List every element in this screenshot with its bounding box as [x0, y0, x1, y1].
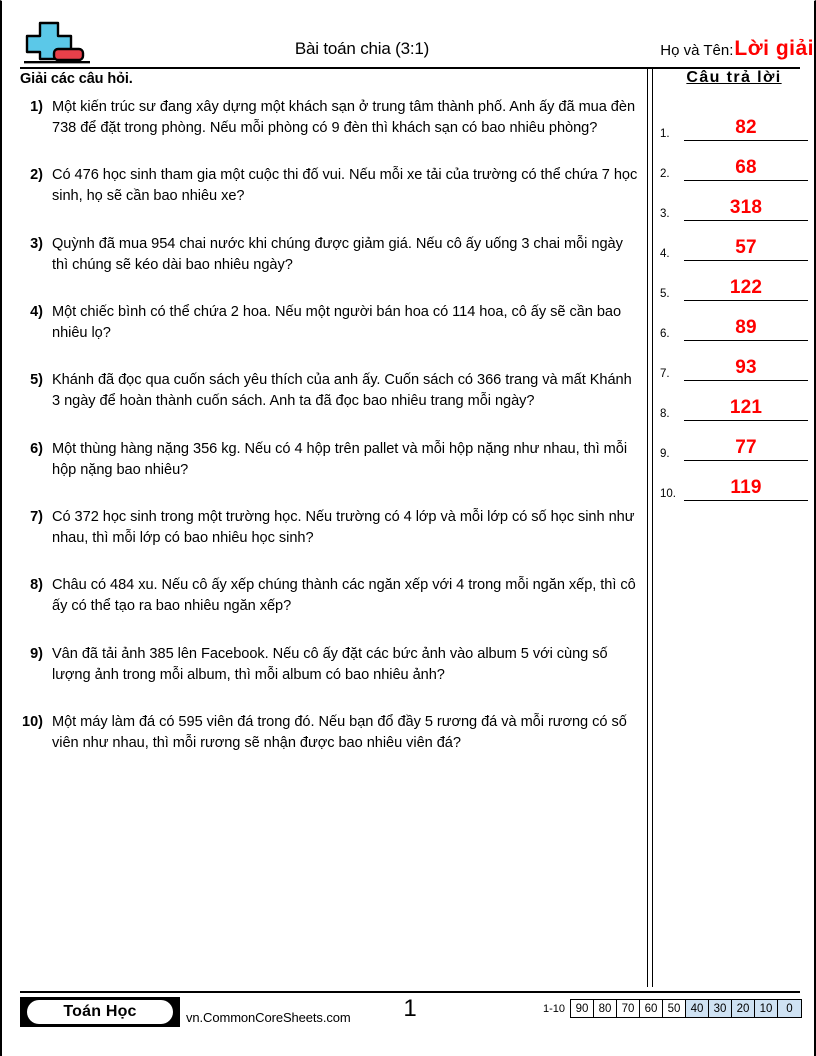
- answer-number: 8.: [660, 408, 670, 420]
- question-number: 8): [30, 577, 43, 594]
- page-number: 1: [403, 995, 417, 1022]
- answer-value: 318: [729, 197, 763, 218]
- answer-number: 4.: [660, 248, 670, 260]
- question-number: 7): [30, 508, 43, 525]
- answer-row: [660, 421, 808, 461]
- question-number: 9): [30, 645, 43, 662]
- question-number: 10): [22, 713, 43, 730]
- answer-row: [660, 461, 808, 501]
- question-text: Quỳnh đã mua 954 chai nước khi chúng được giảm giá. Nếu cô ấy uống 3 chai mỗi ngày thì chúng sẽ kéo dài bao nhiêu ngày?: [52, 235, 623, 273]
- name-value: Lời giải: [734, 37, 814, 60]
- question-item: [20, 97, 640, 139]
- question-text: Có 372 học sinh trong một trường học. Nếu trường có 4 lớp và mỗi lớp có số học sinh như nhau, thì mỗi lớp có bao nhiêu học sinh?: [52, 508, 635, 547]
- answer-blank[interactable]: [684, 437, 808, 461]
- answer-blank[interactable]: [684, 157, 808, 181]
- question-item: [20, 439, 640, 481]
- divider-line-right: [652, 67, 653, 987]
- question-text: Một kiến trúc sư đang xây dựng một khách sạn ở trung tâm thành phố. Anh ấy đã mua đèn 738 để đặt trong phòng. Nếu mỗi phòng có 9 đèn thì khách sạn có bao nhiêu phòng?: [52, 99, 636, 137]
- question-item: [20, 644, 640, 686]
- question-item: [20, 302, 640, 344]
- question-item: [20, 575, 640, 617]
- answer-number: 9.: [660, 448, 670, 460]
- answer-blank[interactable]: [684, 197, 808, 221]
- questions-list: [20, 97, 640, 780]
- answer-blank[interactable]: [684, 237, 808, 261]
- answer-blank[interactable]: [684, 357, 808, 381]
- score-cell: 0: [778, 1000, 801, 1017]
- answer-value: 68: [735, 157, 757, 178]
- answer-row: [660, 141, 808, 181]
- answer-value: 93: [735, 357, 757, 378]
- score-cell: 60: [640, 1000, 663, 1017]
- answer-blank[interactable]: [684, 117, 808, 141]
- score-cell: 10: [755, 1000, 778, 1017]
- answer-value: 122: [729, 277, 763, 298]
- question-number: 1): [30, 99, 43, 115]
- answer-value: 121: [729, 397, 763, 418]
- answer-row: [660, 301, 808, 341]
- question-text: Khánh đã đọc qua cuốn sách yêu thích của anh ấy. Cuốn sách có 366 trang và mất Khánh 3 ngày để hoàn thành cuốn sách. Anh ta đã đọc bao nhiêu trang mỗi ngày?: [52, 372, 632, 410]
- answer-blank[interactable]: [684, 277, 808, 301]
- question-item: [20, 370, 640, 412]
- column-divider: [647, 67, 654, 987]
- page-header: [2, 13, 816, 65]
- question-number: 4): [30, 303, 43, 320]
- question-item: [20, 507, 640, 549]
- question-number: 5): [30, 372, 43, 389]
- question-number: 3): [30, 235, 43, 252]
- page-title: Bài toán chia (3:1): [294, 39, 430, 58]
- score-scale: [543, 999, 802, 1018]
- answer-row: [660, 221, 808, 261]
- answer-row: [660, 381, 808, 421]
- question-text: Vân đã tải ảnh 385 lên Facebook. Nếu cô ấy đặt các bức ảnh vào album 5 với cùng số lượng ảnh trong mỗi album, thì mỗi album có bao nhiêu ảnh?: [52, 645, 608, 683]
- question-text: Có 476 học sinh tham gia một cuộc thi đố vui. Nếu mỗi xe tải của trường có thể chứa 7 học sinh, họ sẽ cần bao nhiêu xe?: [52, 167, 638, 205]
- answer-number: 7.: [660, 368, 670, 380]
- answer-value: 119: [730, 477, 762, 498]
- answer-number: 10.: [660, 488, 676, 500]
- answer-value: 89: [735, 317, 757, 338]
- answer-blank[interactable]: [684, 317, 808, 341]
- answer-row: [660, 341, 808, 381]
- answer-number: 3.: [660, 208, 670, 220]
- page-footer: [2, 993, 816, 1039]
- answer-value: 82: [735, 117, 757, 138]
- divider-line-left: [647, 67, 648, 987]
- question-text: Châu có 484 xu. Nếu cô ấy xếp chúng thành các ngăn xếp với 4 trong mỗi ngăn xếp, thì cô ấy có thể tạo ra bao nhiêu ngăn xếp?: [52, 577, 636, 615]
- score-scale-cells: [570, 999, 802, 1018]
- answer-number: 6.: [660, 328, 670, 340]
- score-cell: 70: [617, 1000, 640, 1017]
- question-text: Một thùng hàng nặng 356 kg. Nếu có 4 hộp trên pallet và mỗi hộp nặng như nhau, thì mỗi hộp nặng bao nhiêu?: [52, 440, 628, 478]
- question-number: 6): [30, 440, 43, 457]
- name-label: Họ và Tên:: [660, 42, 734, 59]
- plus-minus-logo-icon: [20, 19, 90, 65]
- answer-number: 1.: [660, 128, 670, 140]
- score-cell: 40: [686, 1000, 709, 1017]
- question-item: [20, 234, 640, 276]
- answer-number: 5.: [660, 288, 670, 300]
- score-cell: 20: [732, 1000, 755, 1017]
- score-cell: 30: [709, 1000, 732, 1017]
- answer-number: 2.: [660, 168, 670, 180]
- name-field: [660, 37, 814, 61]
- answer-column: [660, 69, 808, 501]
- score-scale-label: 1-10: [542, 1002, 565, 1015]
- question-text: Một máy làm đá có 595 viên đá trong đó. Nếu bạn đổ đầy 5 rương đá và mỗi rương có số viên như nhau, thì mỗi rương sẽ nhận được bao nhiêu viên đá?: [52, 713, 627, 751]
- question-text: Một chiếc bình có thể chứa 2 hoa. Nếu một người bán hoa có 114 hoa, cô ấy sẽ cần bao nhiêu lọ?: [52, 303, 622, 342]
- directions-text: Giải các câu hỏi.: [20, 71, 133, 87]
- question-item: [20, 712, 640, 754]
- answer-row: [660, 101, 808, 141]
- answer-blank[interactable]: [684, 477, 808, 501]
- answer-value: 57: [735, 237, 757, 258]
- answer-value: 77: [735, 437, 757, 458]
- score-cell: 90: [571, 1000, 594, 1017]
- site-url: vn.CommonCoreSheets.com: [186, 1010, 351, 1025]
- score-cell: 50: [663, 1000, 686, 1017]
- answer-blank[interactable]: [684, 397, 808, 421]
- question-number: 2): [30, 167, 43, 184]
- answer-row: [660, 181, 808, 221]
- question-item: [20, 165, 640, 207]
- answer-row: [660, 261, 808, 301]
- brand-label: Toán Học: [27, 1000, 173, 1024]
- answer-column-title: Câu trả lời: [686, 69, 782, 86]
- score-cell: 80: [594, 1000, 617, 1017]
